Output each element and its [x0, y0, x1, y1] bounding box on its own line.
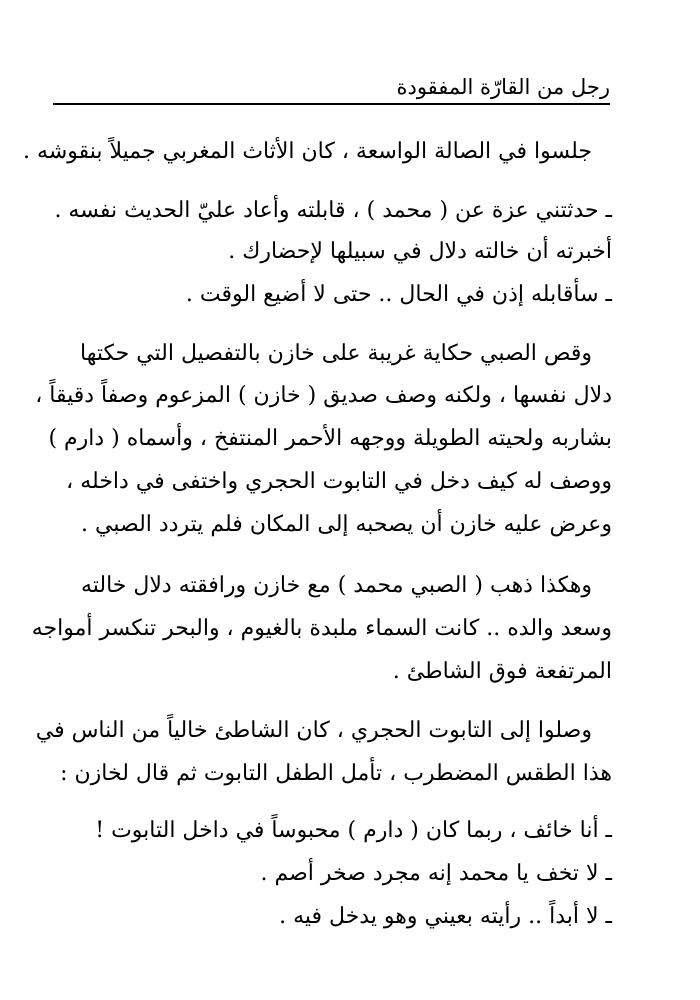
- text-line: ـ لا تخف يا محمد إنه مجرد صخر أصم .: [260, 861, 612, 886]
- text-line: وهكذا ذهب ( الصبي محمد ) مع خازن ورافقته دلال خالته: [80, 573, 592, 598]
- text-line: دلال نفسها ، ولكنه وصف صديق ( خازن ) المزعوم وصفاً دقيقاً ،: [35, 383, 612, 408]
- text-line: جلسوا في الصالة الواسعة ، كان الأثاث المغربي جميلاً بنقوشه .: [23, 139, 592, 164]
- text-line: ـ سأقابله إذن في الحال .. حتى لا أضيع الوقت .: [185, 282, 612, 307]
- text-line: هذا الطقس المضطرب ، تأمل الطفل التابوت ثم قال لخازن :: [60, 761, 612, 786]
- text-line: أخبرته أن خالته دلال في سبيلها لإحضارك .: [228, 239, 612, 264]
- text-line: ووصف له كيف دخل في التابوت الحجري واختفى في داخله ،: [66, 469, 612, 494]
- text-line: وقص الصبي حكاية غريبة على خازن بالتفصيل التي حكتها: [79, 341, 592, 366]
- text-line: ـ أنا خائف ، ربما كان ( دارم ) محبوساً في داخل التابوت !: [95, 818, 612, 843]
- text-line: وعرض عليه خازن أن يصحبه إلى المكان فلم يتردد الصبي .: [81, 512, 612, 537]
- text-line: ـ حدثتني عزة عن ( محمد ) ، قابلته وأعاد عليّ الحديث نفسه .: [54, 198, 612, 223]
- text-line: المرتفعة فوق الشاطئ .: [392, 659, 612, 684]
- text-line: وصلوا إلى التابوت الحجري ، كان الشاطئ خالياً من الناس في: [35, 718, 592, 743]
- running-header: رجل من القارّة المفقودة: [396, 75, 610, 99]
- text-line: بشاربه ولحيته الطويلة ووجهه الأحمر المنتفخ ، وأسماه ( دارم ): [48, 426, 612, 451]
- text-line: ـ لا أبداً .. رأيته بعيني وهو يدخل فيه .: [279, 904, 612, 929]
- text-line: وسعد والده .. كانت السماء ملبدة بالغيوم ، والبحر تنكسر أمواجه: [31, 616, 612, 641]
- header-rule: [53, 103, 610, 105]
